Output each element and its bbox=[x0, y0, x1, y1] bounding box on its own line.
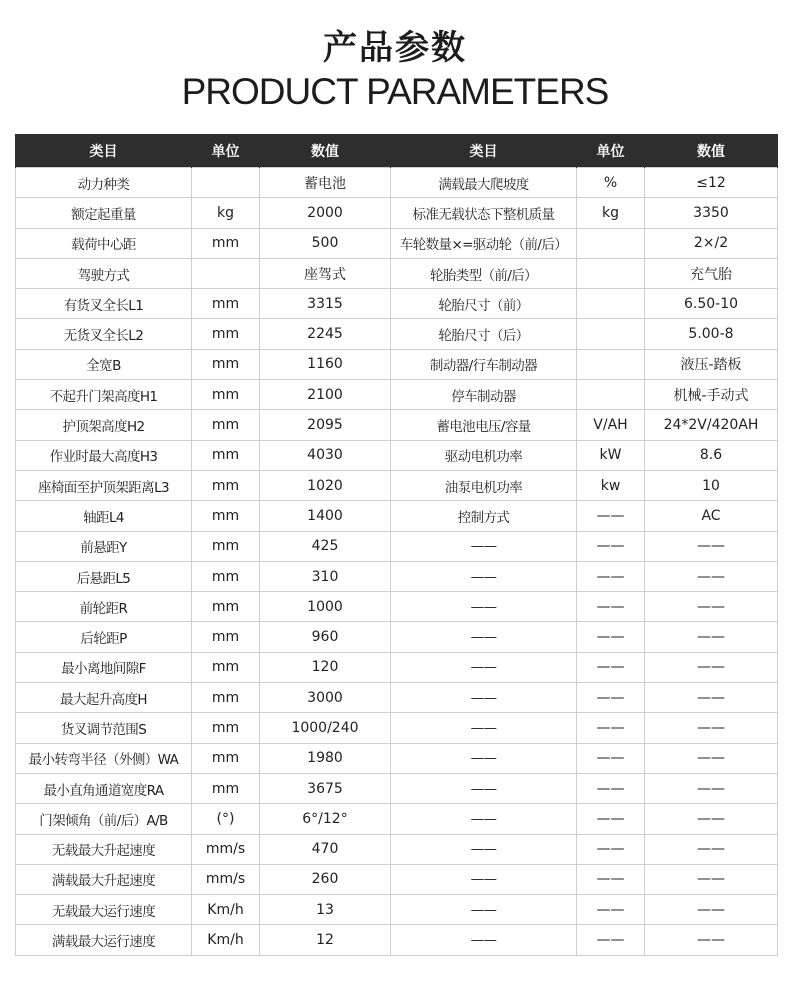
cell-category-right: —— bbox=[391, 561, 577, 591]
cell-value-left: 120 bbox=[260, 652, 391, 682]
cell-value-right: AC bbox=[645, 501, 778, 531]
cell-unit-left: mm bbox=[192, 319, 260, 349]
cell-category-left: 有货叉全长L1 bbox=[16, 289, 192, 319]
table-row bbox=[16, 531, 778, 561]
cell-unit-right: —— bbox=[577, 501, 645, 531]
cell-category-left: 驾驶方式 bbox=[16, 258, 192, 288]
cell-unit-left: mm bbox=[192, 410, 260, 440]
cell-category-right: 控制方式 bbox=[391, 501, 577, 531]
cell-unit-left: mm bbox=[192, 561, 260, 591]
cell-unit-right bbox=[577, 349, 645, 379]
cell-value-left: 座驾式 bbox=[260, 258, 391, 288]
cell-category-right: —— bbox=[391, 773, 577, 803]
table-row bbox=[16, 713, 778, 743]
cell-unit-right: —— bbox=[577, 713, 645, 743]
cell-unit-right: —— bbox=[577, 834, 645, 864]
cell-value-left: 4030 bbox=[260, 440, 391, 470]
cell-value-right: 5.00-8 bbox=[645, 319, 778, 349]
cell-category-left: 载荷中心距 bbox=[16, 228, 192, 258]
header-category-right: 类目 bbox=[391, 134, 577, 168]
table-body bbox=[16, 168, 778, 956]
cell-unit-right: —— bbox=[577, 561, 645, 591]
cell-value-right: 10 bbox=[645, 470, 778, 500]
cell-unit-left: Km/h bbox=[192, 895, 260, 925]
parameters-table bbox=[15, 134, 778, 956]
cell-category-right: —— bbox=[391, 622, 577, 652]
cell-unit-right: V/AH bbox=[577, 410, 645, 440]
cell-unit-right: —— bbox=[577, 531, 645, 561]
cell-category-right: 轮胎类型（前/后） bbox=[391, 258, 577, 288]
table-header bbox=[16, 134, 778, 168]
cell-category-right: —— bbox=[391, 531, 577, 561]
cell-unit-left: mm bbox=[192, 773, 260, 803]
cell-category-left: 座椅面至护顶架距离L3 bbox=[16, 470, 192, 500]
cell-value-left: 3315 bbox=[260, 289, 391, 319]
cell-value-right: —— bbox=[645, 622, 778, 652]
table-row bbox=[16, 743, 778, 773]
table-row bbox=[16, 198, 778, 228]
cell-unit-left: mm bbox=[192, 501, 260, 531]
cell-category-right: 轮胎尺寸（前） bbox=[391, 289, 577, 319]
cell-category-right: —— bbox=[391, 592, 577, 622]
cell-value-left: 1400 bbox=[260, 501, 391, 531]
cell-category-right: 车轮数量×=驱动轮（前/后） bbox=[391, 228, 577, 258]
cell-value-left: 960 bbox=[260, 622, 391, 652]
table-row bbox=[16, 925, 778, 955]
cell-category-right: —— bbox=[391, 925, 577, 955]
cell-category-right: 标准无载状态下整机质量 bbox=[391, 198, 577, 228]
cell-unit-left: mm/s bbox=[192, 834, 260, 864]
cell-unit-right: —— bbox=[577, 804, 645, 834]
header-value-left: 数值 bbox=[260, 134, 391, 168]
cell-unit-right: kg bbox=[577, 198, 645, 228]
cell-category-left: 额定起重量 bbox=[16, 198, 192, 228]
cell-unit-left: mm bbox=[192, 652, 260, 682]
cell-category-left: 前轮距R bbox=[16, 592, 192, 622]
table-row bbox=[16, 380, 778, 410]
cell-category-left: 轴距L4 bbox=[16, 501, 192, 531]
cell-unit-left: kg bbox=[192, 198, 260, 228]
cell-unit-right bbox=[577, 319, 645, 349]
cell-unit-left: mm bbox=[192, 349, 260, 379]
table-row bbox=[16, 289, 778, 319]
cell-unit-left: mm bbox=[192, 470, 260, 500]
cell-category-right: 驱动电机功率 bbox=[391, 440, 577, 470]
cell-unit-left: mm bbox=[192, 289, 260, 319]
table-row bbox=[16, 773, 778, 803]
cell-category-left: 门架倾角（前/后）A/B bbox=[16, 804, 192, 834]
cell-value-left: 2000 bbox=[260, 198, 391, 228]
cell-unit-right: —— bbox=[577, 622, 645, 652]
cell-value-left: 1000/240 bbox=[260, 713, 391, 743]
cell-unit-right bbox=[577, 380, 645, 410]
cell-category-right: 轮胎尺寸（后） bbox=[391, 319, 577, 349]
cell-value-right: —— bbox=[645, 895, 778, 925]
header-unit-right: 单位 bbox=[577, 134, 645, 168]
table-row bbox=[16, 349, 778, 379]
cell-category-left: 无货叉全长L2 bbox=[16, 319, 192, 349]
cell-unit-right: kW bbox=[577, 440, 645, 470]
cell-value-left: 1980 bbox=[260, 743, 391, 773]
cell-unit-left: mm bbox=[192, 622, 260, 652]
cell-category-right: —— bbox=[391, 895, 577, 925]
cell-value-right: 液压-踏板 bbox=[645, 349, 778, 379]
cell-category-left: 满载最大运行速度 bbox=[16, 925, 192, 955]
cell-value-left: 12 bbox=[260, 925, 391, 955]
header-category-left: 类目 bbox=[16, 134, 192, 168]
cell-unit-right bbox=[577, 258, 645, 288]
cell-category-right: —— bbox=[391, 743, 577, 773]
cell-value-left: 470 bbox=[260, 834, 391, 864]
page-title-chinese: 产品参数 bbox=[323, 28, 467, 68]
table-row bbox=[16, 622, 778, 652]
cell-value-right: —— bbox=[645, 713, 778, 743]
cell-value-right: —— bbox=[645, 743, 778, 773]
cell-value-left: 13 bbox=[260, 895, 391, 925]
table-row bbox=[16, 470, 778, 500]
cell-category-left: 满载最大升起速度 bbox=[16, 864, 192, 894]
cell-value-left: 2245 bbox=[260, 319, 391, 349]
cell-category-left: 最小转弯半径（外侧）WA bbox=[16, 743, 192, 773]
table-row bbox=[16, 895, 778, 925]
cell-value-right: —— bbox=[645, 592, 778, 622]
cell-category-left: 无载最大运行速度 bbox=[16, 895, 192, 925]
cell-value-right: —— bbox=[645, 834, 778, 864]
cell-value-right: 3350 bbox=[645, 198, 778, 228]
cell-category-right: —— bbox=[391, 683, 577, 713]
table-row bbox=[16, 683, 778, 713]
cell-category-right: 停车制动器 bbox=[391, 380, 577, 410]
table-row bbox=[16, 440, 778, 470]
cell-category-right: 制动器/行车制动器 bbox=[391, 349, 577, 379]
cell-category-right: —— bbox=[391, 834, 577, 864]
cell-value-left: 6°/12° bbox=[260, 804, 391, 834]
header-unit-left: 单位 bbox=[192, 134, 260, 168]
cell-unit-right: —— bbox=[577, 864, 645, 894]
cell-unit-left: (°) bbox=[192, 804, 260, 834]
cell-unit-right: —— bbox=[577, 683, 645, 713]
cell-category-left: 最小直角通道宽度RA bbox=[16, 773, 192, 803]
cell-unit-right: kw bbox=[577, 470, 645, 500]
cell-value-right: 6.50-10 bbox=[645, 289, 778, 319]
cell-value-left: 3675 bbox=[260, 773, 391, 803]
cell-value-right: —— bbox=[645, 652, 778, 682]
table-row bbox=[16, 319, 778, 349]
table-row bbox=[16, 864, 778, 894]
cell-value-left: 2100 bbox=[260, 380, 391, 410]
cell-category-right: 蓄电池电压/容量 bbox=[391, 410, 577, 440]
cell-value-left: 3000 bbox=[260, 683, 391, 713]
cell-value-right: —— bbox=[645, 531, 778, 561]
cell-value-left: 2095 bbox=[260, 410, 391, 440]
header-row bbox=[16, 134, 778, 168]
header-value-right: 数值 bbox=[645, 134, 778, 168]
cell-category-left: 前悬距Y bbox=[16, 531, 192, 561]
cell-value-right: 充气胎 bbox=[645, 258, 778, 288]
cell-unit-right: % bbox=[577, 168, 645, 198]
cell-category-left: 货叉调节范围S bbox=[16, 713, 192, 743]
table-row bbox=[16, 168, 778, 198]
cell-value-right: —— bbox=[645, 804, 778, 834]
cell-category-left: 无载最大升起速度 bbox=[16, 834, 192, 864]
cell-unit-left: mm bbox=[192, 228, 260, 258]
cell-value-left: 1000 bbox=[260, 592, 391, 622]
cell-value-right: —— bbox=[645, 773, 778, 803]
cell-value-left: 425 bbox=[260, 531, 391, 561]
cell-category-left: 后轮距P bbox=[16, 622, 192, 652]
cell-unit-left bbox=[192, 168, 260, 198]
cell-category-right: —— bbox=[391, 652, 577, 682]
table-row bbox=[16, 652, 778, 682]
cell-value-left: 310 bbox=[260, 561, 391, 591]
cell-category-right: 满载最大爬坡度 bbox=[391, 168, 577, 198]
cell-unit-right: —— bbox=[577, 773, 645, 803]
cell-unit-right: —— bbox=[577, 895, 645, 925]
cell-category-right: —— bbox=[391, 864, 577, 894]
table-row bbox=[16, 228, 778, 258]
cell-unit-right bbox=[577, 289, 645, 319]
cell-value-left: 1020 bbox=[260, 470, 391, 500]
cell-value-right: 2×/2 bbox=[645, 228, 778, 258]
table-row bbox=[16, 834, 778, 864]
cell-value-right: 机械-手动式 bbox=[645, 380, 778, 410]
cell-value-right: ≤12 bbox=[645, 168, 778, 198]
cell-unit-left: mm bbox=[192, 440, 260, 470]
cell-category-left: 动力种类 bbox=[16, 168, 192, 198]
cell-unit-left: mm bbox=[192, 713, 260, 743]
cell-value-right: —— bbox=[645, 561, 778, 591]
cell-category-left: 最小离地间隙F bbox=[16, 652, 192, 682]
page-title-english: PRODUCT PARAMETERS bbox=[181, 71, 609, 112]
cell-value-left: 260 bbox=[260, 864, 391, 894]
cell-value-left: 蓄电池 bbox=[260, 168, 391, 198]
cell-unit-left: mm bbox=[192, 683, 260, 713]
cell-category-left: 护顶架高度H2 bbox=[16, 410, 192, 440]
cell-unit-left bbox=[192, 258, 260, 288]
cell-value-right: —— bbox=[645, 864, 778, 894]
cell-unit-left: mm bbox=[192, 380, 260, 410]
cell-unit-left: mm bbox=[192, 592, 260, 622]
cell-category-left: 全宽B bbox=[16, 349, 192, 379]
table-row bbox=[16, 258, 778, 288]
cell-value-right: 8.6 bbox=[645, 440, 778, 470]
cell-unit-left: mm/s bbox=[192, 864, 260, 894]
cell-unit-right: —— bbox=[577, 652, 645, 682]
cell-unit-right: —— bbox=[577, 925, 645, 955]
cell-value-left: 500 bbox=[260, 228, 391, 258]
cell-category-left: 不起升门架高度H1 bbox=[16, 380, 192, 410]
cell-value-right: 24*2V/420AH bbox=[645, 410, 778, 440]
cell-unit-left: mm bbox=[192, 531, 260, 561]
cell-category-left: 作业时最大高度H3 bbox=[16, 440, 192, 470]
cell-unit-left: Km/h bbox=[192, 925, 260, 955]
cell-unit-right bbox=[577, 228, 645, 258]
cell-category-left: 后悬距L5 bbox=[16, 561, 192, 591]
cell-value-right: —— bbox=[645, 683, 778, 713]
cell-value-left: 1160 bbox=[260, 349, 391, 379]
cell-unit-right: —— bbox=[577, 592, 645, 622]
cell-category-right: —— bbox=[391, 713, 577, 743]
table-row bbox=[16, 561, 778, 591]
cell-category-right: 油泵电机功率 bbox=[391, 470, 577, 500]
cell-unit-left: mm bbox=[192, 743, 260, 773]
cell-category-left: 最大起升高度H bbox=[16, 683, 192, 713]
table-row bbox=[16, 804, 778, 834]
table-row bbox=[16, 592, 778, 622]
cell-value-right: —— bbox=[645, 925, 778, 955]
table-row bbox=[16, 410, 778, 440]
table-row bbox=[16, 501, 778, 531]
cell-unit-right: —— bbox=[577, 743, 645, 773]
cell-category-right: —— bbox=[391, 804, 577, 834]
